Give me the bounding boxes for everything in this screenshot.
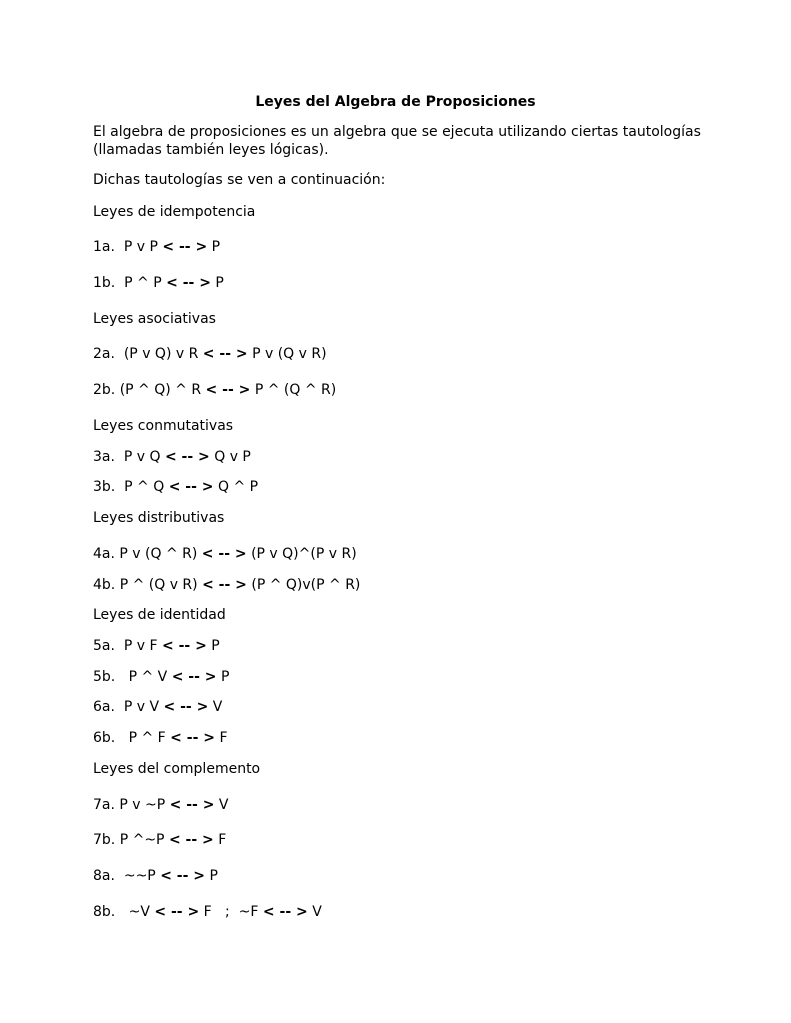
intro-continuation: Dichas tautologías se ven a continuación: — [93, 172, 386, 188]
law-right: V — [208, 699, 223, 715]
law-right: V — [307, 904, 322, 920]
law-right: V — [214, 797, 229, 813]
law-right: F — [215, 730, 228, 746]
law-8a — [93, 868, 218, 885]
law-2b — [93, 382, 336, 399]
law-5a — [93, 638, 220, 655]
law-left: 8b. ~V — [93, 904, 155, 920]
law-right: Q ^ P — [213, 479, 259, 495]
law-4b — [93, 577, 360, 594]
law-left: 1b. P ^ P — [93, 275, 167, 291]
section-heading-asociativas: Leyes asociativas — [93, 311, 216, 327]
law-left: 4a. P v (Q ^ R) — [93, 546, 202, 562]
law-right: P — [206, 638, 220, 654]
section-heading-idempotencia: Leyes de idempotencia — [93, 204, 256, 220]
equivalence-operator: < -- > — [160, 868, 206, 884]
law-right: (P v Q)^(P v R) — [246, 546, 357, 562]
law-3b — [93, 479, 258, 496]
equivalence-operator: < -- > — [166, 275, 211, 291]
equivalence-operator: < -- > — [171, 669, 217, 685]
law-right: Q v P — [209, 449, 251, 465]
law-left: 8a. ~~P — [93, 868, 161, 884]
equivalence-operator: < -- > — [202, 577, 247, 593]
equivalence-operator: < -- > — [164, 449, 210, 465]
section-heading-complemento: Leyes del complemento — [93, 761, 261, 777]
law-3a — [93, 449, 251, 466]
law-7b — [93, 832, 226, 849]
section-heading-distributivas: Leyes distributivas — [93, 510, 225, 526]
law-right: P — [216, 669, 230, 685]
equivalence-operator: < -- > — [201, 546, 247, 562]
law-left: 7b. P ^~P — [93, 832, 169, 848]
law-right: F — [213, 832, 227, 848]
equivalence-operator: < -- > — [262, 904, 308, 920]
law-middle: F ; ~F — [199, 904, 263, 920]
equivalence-operator: < -- > — [161, 638, 207, 654]
law-8b — [93, 904, 322, 921]
law-6b — [93, 730, 228, 747]
law-2a — [93, 346, 327, 363]
law-left: 1a. P v P — [93, 239, 163, 255]
law-left: 6b. P ^ F — [93, 730, 171, 746]
law-left: 4b. P ^ (Q v R) — [93, 577, 203, 593]
equivalence-operator: < -- > — [202, 346, 248, 362]
law-left: 3a. P v Q — [93, 449, 165, 465]
equivalence-operator: < -- > — [154, 904, 200, 920]
law-7a — [93, 797, 229, 814]
intro-paragraph-line-2: (llamadas también leyes lógicas). — [93, 142, 329, 158]
law-right: P v (Q v R) — [247, 346, 327, 362]
law-right: P — [205, 868, 218, 884]
equivalence-operator: < -- > — [163, 699, 209, 715]
law-right: P — [210, 275, 224, 291]
section-heading-identidad: Leyes de identidad — [93, 607, 226, 623]
equivalence-operator: < -- > — [168, 479, 214, 495]
law-left: 2a. (P v Q) v R — [93, 346, 203, 362]
law-left: 2b. (P ^ Q) ^ R — [93, 382, 206, 398]
law-1b — [93, 275, 224, 292]
equivalence-operator: < -- > — [170, 730, 216, 746]
law-left: 5a. P v F — [93, 638, 162, 654]
page-title: Leyes del Algebra de Proposiciones — [255, 94, 536, 110]
intro-paragraph-line-1: El algebra de proposiciones es un algebra que se ejecuta utilizando ciertas tautologías — [93, 124, 701, 140]
equivalence-operator: < -- > — [168, 832, 214, 848]
law-left: 6a. P v V — [93, 699, 164, 715]
law-left: 7a. P v ~P — [93, 797, 170, 813]
law-4a — [93, 546, 357, 563]
equivalence-operator: < -- > — [169, 797, 215, 813]
law-right: (P ^ Q)v(P ^ R) — [246, 577, 361, 593]
section-heading-conmutativas: Leyes conmutativas — [93, 418, 234, 434]
law-6a — [93, 699, 222, 716]
law-right: P — [207, 239, 221, 255]
law-left: 3b. P ^ Q — [93, 479, 169, 495]
law-5b — [93, 669, 229, 686]
law-left: 5b. P ^ V — [93, 669, 172, 685]
law-right: P ^ (Q ^ R) — [250, 382, 337, 398]
equivalence-operator: < -- > — [162, 239, 208, 255]
equivalence-operator: < -- > — [205, 382, 251, 398]
law-1a — [93, 239, 220, 256]
